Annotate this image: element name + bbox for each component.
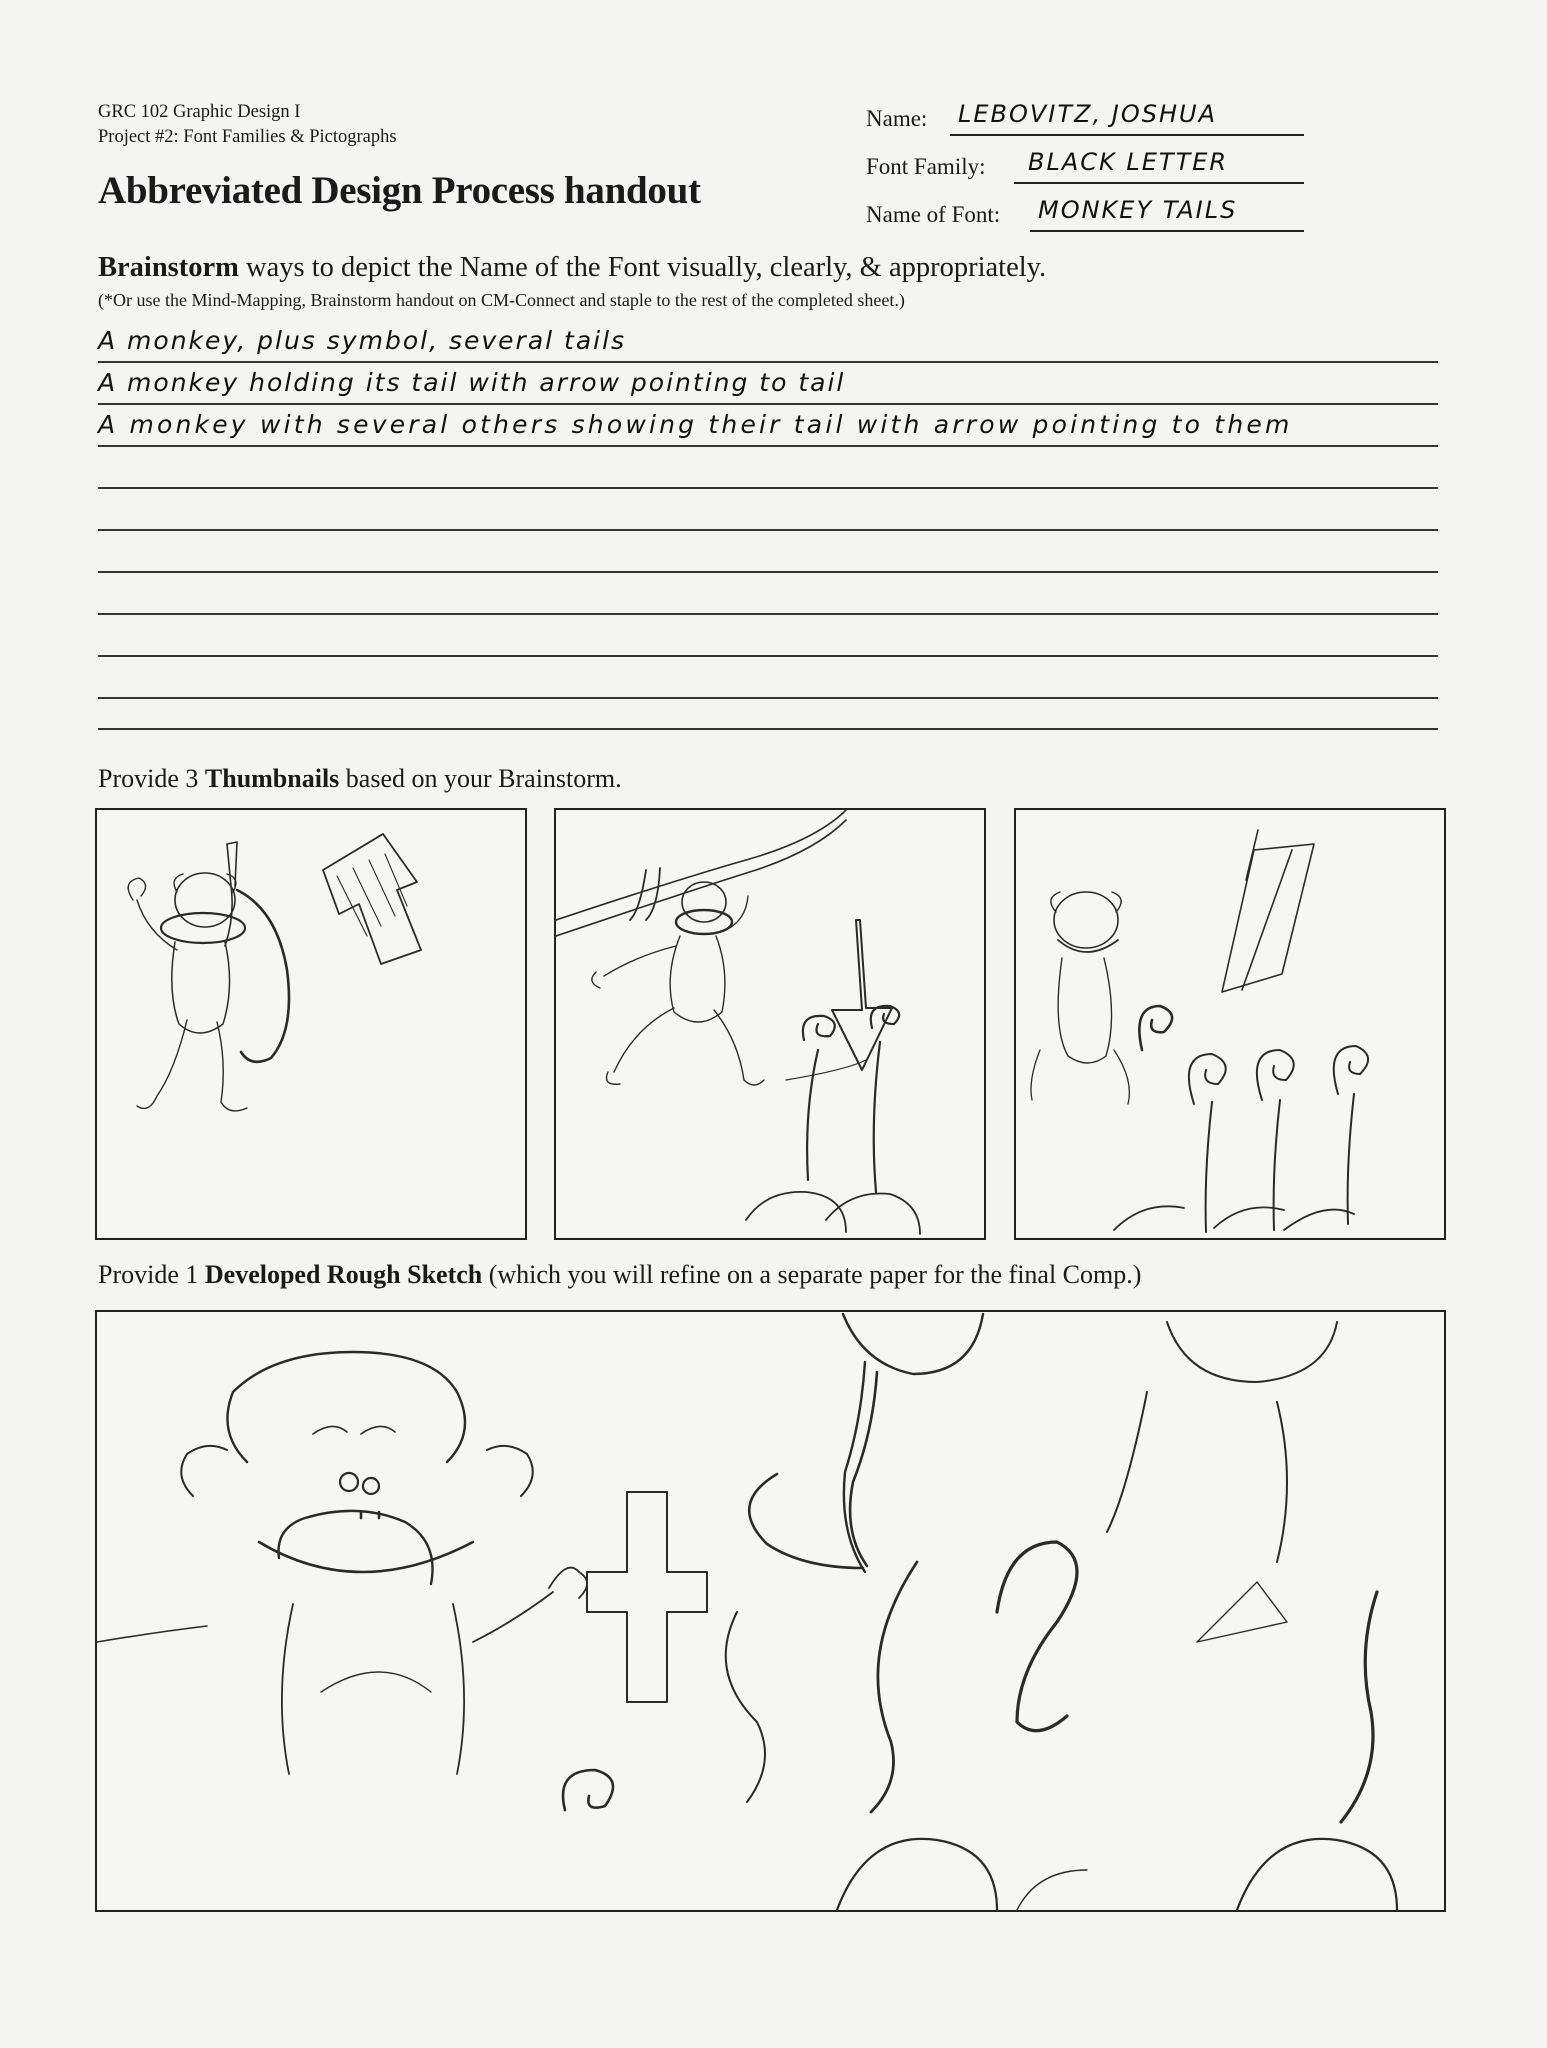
thumbnail-2 <box>554 808 986 1240</box>
course-name: GRC 102 Graphic Design I <box>98 102 301 122</box>
brainstorm-entry-2: A monkey holding its tail with arrow pointing to tail <box>98 368 846 397</box>
rough-sketch-box <box>95 1310 1446 1912</box>
font-name-label: Name of Font: <box>866 202 1001 227</box>
brainstorm-heading-bold: Brainstorm <box>98 252 239 283</box>
course-header <box>98 100 397 150</box>
rough-sketch-drawing <box>97 1312 1444 1910</box>
thumbnail-1 <box>95 808 527 1240</box>
brainstorm-heading <box>98 252 1046 284</box>
font-family-field <box>866 148 1229 180</box>
font-family-value: BLACK LETTER <box>1028 148 1229 176</box>
rough-sketch-heading: Provide 1 Developed Rough Sketch (which you will refine on a separate paper for the final Comp.) <box>98 1260 1142 1289</box>
project-name: Project #2: Font Families & Pictographs <box>98 127 397 147</box>
brainstorm-entry-1: A monkey, plus symbol, several tails <box>98 326 627 355</box>
font-name-value: MONKEY TAILS <box>1038 196 1238 224</box>
font-family-label: Font Family: <box>866 154 986 179</box>
brainstorm-note: (*Or use the Mind-Mapping, Brainstorm handout on CM-Connect and staple to the rest of the completed sheet.) <box>98 290 905 310</box>
name-label: Name: <box>866 106 928 131</box>
font-name-field <box>866 196 1238 228</box>
brainstorm-entry-3: A monkey with several others showing their tail with arrow pointing to them <box>98 410 1293 439</box>
thumbnail-3 <box>1014 808 1446 1240</box>
thumbnail-3-sketch <box>1016 810 1444 1238</box>
thumbnail-1-sketch <box>97 810 525 1238</box>
brainstorm-heading-rest: ways to depict the Name of the Font visually, clearly, & appropriately. <box>238 252 1047 283</box>
thumbnails-heading: Provide 3 Thumbnails based on your Brainstorm. <box>98 764 622 793</box>
name-field <box>866 100 1217 132</box>
page-title: Abbreviated Design Process handout <box>98 169 701 212</box>
name-value: LEBOVITZ, JOSHUA <box>958 100 1217 128</box>
thumbnail-2-sketch <box>556 810 984 1238</box>
